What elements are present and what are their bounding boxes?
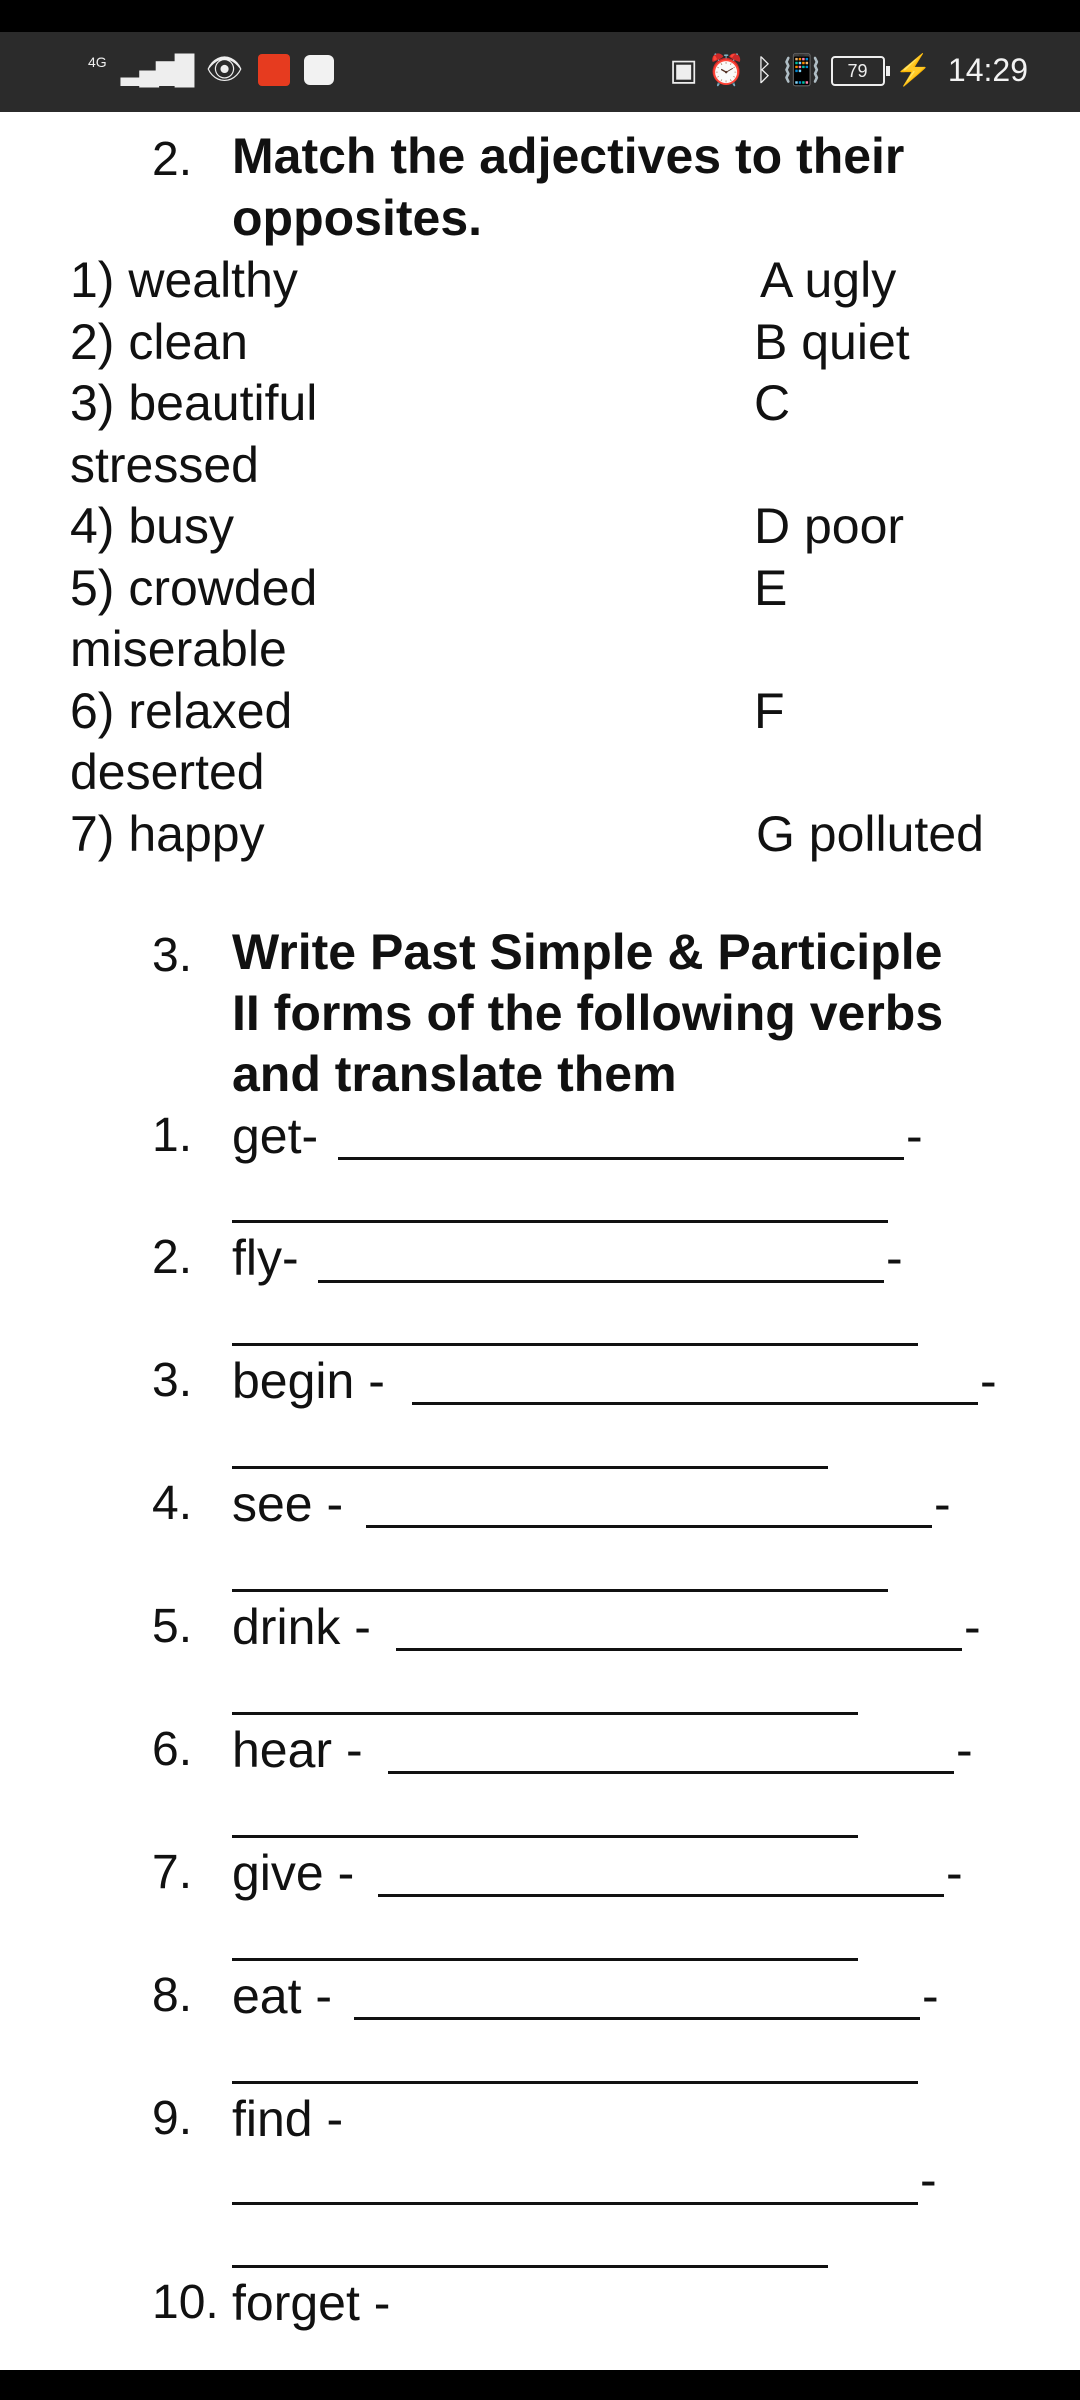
power-saving-icon: ⚡ xyxy=(894,53,932,87)
match-left-item: stressed xyxy=(70,437,259,493)
dash: - xyxy=(946,1845,963,1901)
section-number: 2. xyxy=(152,133,193,186)
section-title: Match the adjectives to their xyxy=(232,128,905,184)
verb-label: see - xyxy=(232,1476,344,1532)
bottom-bar xyxy=(0,2370,1080,2400)
match-right-item: E xyxy=(754,560,788,616)
section-title: opposites. xyxy=(232,190,483,246)
answer-line[interactable] xyxy=(396,1648,962,1651)
answer-line[interactable] xyxy=(318,1280,884,1283)
verb-number: 8. xyxy=(152,1969,193,2022)
dash: - xyxy=(980,1353,997,1409)
verb-label: forget - xyxy=(232,2275,391,2331)
verb-number: 10. xyxy=(152,2276,219,2329)
verb-number: 4. xyxy=(152,1477,193,1530)
signal-bars-icon: ▂▄▆█ xyxy=(120,54,192,85)
dash: - xyxy=(922,1968,939,2024)
verb-label: get- xyxy=(232,1108,319,1164)
answer-line[interactable] xyxy=(232,2265,828,2268)
dash: - xyxy=(934,1476,951,1532)
answer-line[interactable] xyxy=(378,1894,944,1897)
verb-number: 9. xyxy=(152,2092,193,2145)
verb-label: give - xyxy=(232,1845,355,1901)
answer-line[interactable] xyxy=(232,1835,858,1838)
match-right-item: C xyxy=(754,375,791,431)
bluetooth-icon: ᛒ xyxy=(755,53,774,87)
answer-line[interactable] xyxy=(232,1220,888,1223)
match-left-item: deserted xyxy=(70,744,265,800)
match-right-item: B quiet xyxy=(754,314,910,370)
answer-line[interactable] xyxy=(366,1525,932,1528)
alarm-icon: ⏰ xyxy=(707,53,746,87)
verb-label: drink - xyxy=(232,1599,371,1655)
section-number: 3. xyxy=(152,929,193,982)
verb-label: fly- xyxy=(232,1230,299,1286)
verb-label: hear - xyxy=(232,1722,363,1778)
match-left-item: 7) happy xyxy=(70,806,265,862)
message-notification-icon xyxy=(304,55,334,85)
answer-line[interactable] xyxy=(232,1589,888,1592)
verb-number: 3. xyxy=(152,1354,193,1407)
answer-line[interactable] xyxy=(232,1712,858,1715)
match-left-item: 4) busy xyxy=(70,498,234,554)
eye-comfort-icon: 👁 xyxy=(205,53,244,86)
verb-number: 1. xyxy=(152,1109,193,1162)
answer-line[interactable] xyxy=(232,1343,918,1346)
match-left-item: 3) beautiful xyxy=(70,375,318,431)
answer-line[interactable] xyxy=(338,1157,904,1160)
match-left-item: 6) relaxed xyxy=(70,683,293,739)
match-right-item: D poor xyxy=(754,498,905,554)
verb-label: find - xyxy=(232,2091,344,2147)
match-left-item: 2) clean xyxy=(70,314,248,370)
answer-line[interactable] xyxy=(232,2081,918,2084)
match-right-item: A ugly xyxy=(760,252,897,308)
app-notification-icon xyxy=(258,54,290,86)
dash: - xyxy=(964,1599,981,1655)
section-title: Write Past Simple & Participle xyxy=(232,924,943,980)
answer-line[interactable] xyxy=(232,2202,918,2205)
answer-line[interactable] xyxy=(412,1402,978,1405)
verb-number: 6. xyxy=(152,1723,193,1776)
dash: - xyxy=(906,1108,923,1164)
verb-number: 7. xyxy=(152,1846,193,1899)
battery-icon: 79 xyxy=(831,56,885,86)
dash: - xyxy=(920,2152,937,2208)
clock: 14:29 xyxy=(947,52,1028,88)
vibrate-icon: 📳 xyxy=(783,53,821,87)
dash: - xyxy=(956,1722,973,1778)
status-bar xyxy=(0,0,1080,112)
section-title: and translate them xyxy=(232,1046,677,1102)
nfc-icon: ▣ xyxy=(669,53,698,87)
document-page[interactable] xyxy=(0,112,1080,2370)
verb-label: eat - xyxy=(232,1968,333,2024)
match-right-item: G polluted xyxy=(756,806,984,862)
verb-number: 5. xyxy=(152,1600,193,1653)
match-right-item: F xyxy=(754,683,785,739)
match-left-item: 1) wealthy xyxy=(70,252,298,308)
section-title: II forms of the following verbs xyxy=(232,985,944,1041)
answer-line[interactable] xyxy=(354,2017,920,2020)
answer-line[interactable] xyxy=(232,1958,858,1961)
match-left-item: 5) crowded xyxy=(70,560,318,616)
answer-line[interactable] xyxy=(388,1771,954,1774)
verb-label: begin - xyxy=(232,1353,385,1409)
answer-line[interactable] xyxy=(232,1466,828,1469)
match-left-item: miserable xyxy=(70,621,287,677)
verb-number: 2. xyxy=(152,1231,193,1284)
dash: - xyxy=(886,1230,903,1286)
network-type: 4G xyxy=(88,54,107,70)
